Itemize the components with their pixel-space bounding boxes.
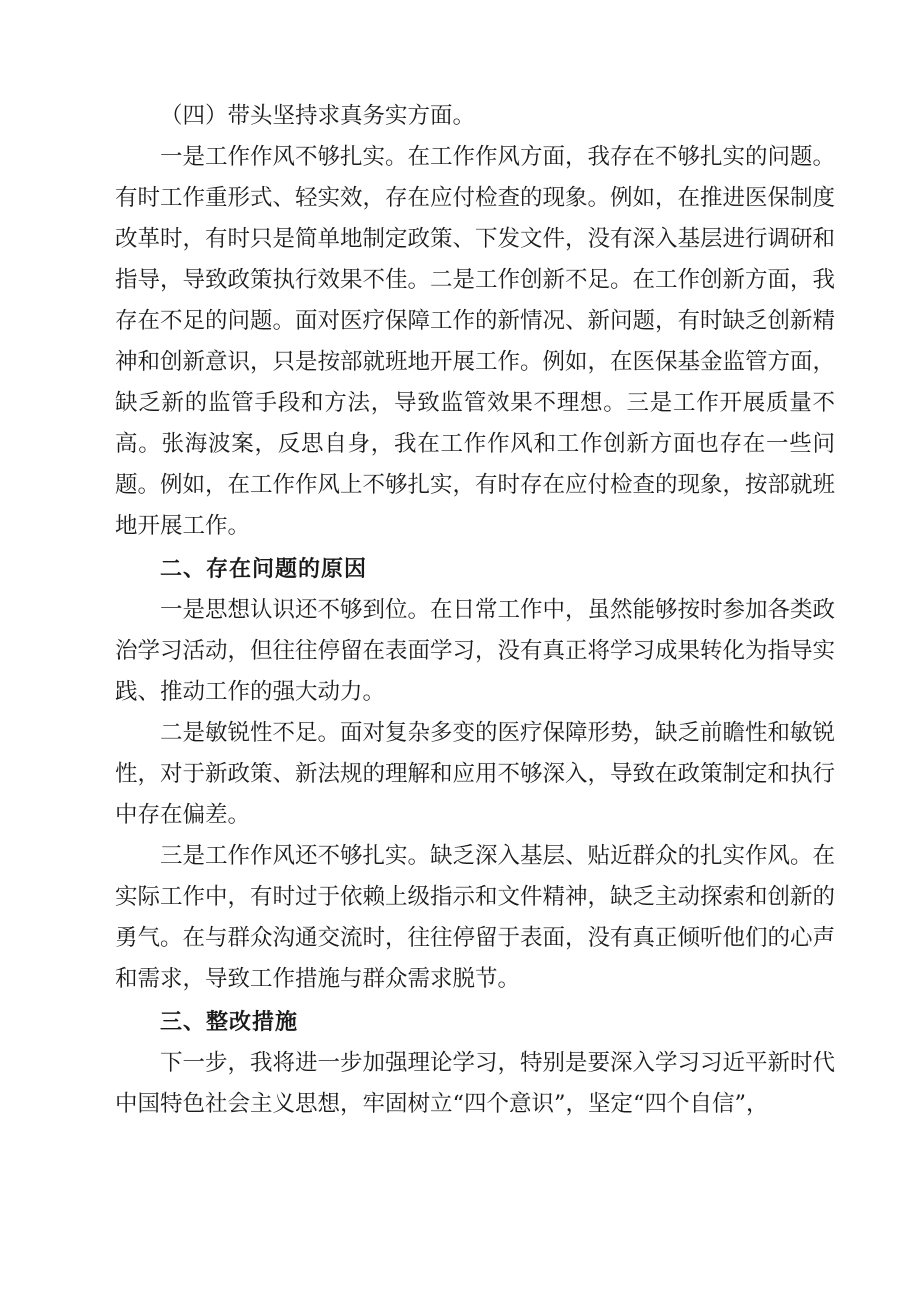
paragraph-reason-three: 三是工作作风还不够扎实。缺乏深入基层、贴近群众的扎实作风。在实际工作中，有时过于依赖上级指示和文件精神，缺乏主动探索和创新的勇气。在与群众沟通交流时，往往停留于表面，没有真正倾听他们的心声和需求，导致工作措施与群众需求脱节。 xyxy=(115,843,836,992)
paragraph-reason-two: 二是敏锐性不足。面对复杂多变的医疗保障形势，缺乏前瞻性和敏锐性，对于新政策、新法规的理解和应用不够深入，导致在政策制定和执行中存在偏差。 xyxy=(115,720,836,828)
section-heading-causes: 二、存在问题的原因 xyxy=(160,557,368,582)
sub-heading-four: （四）带头坚持求真务实方面。 xyxy=(160,103,476,129)
paragraph-work-style: 一是工作作风不够扎实。在工作作风方面，我存在不够扎实的问题。有时工作重形式、轻实效，存在应付检查的现象。例如，在推进医保制度改革时，有时只是简单地制定政策、下发文件，没有深入基层进行调研和指导，导致政策执行效果不佳。二是工作创新不足。在工作创新方面，我存在不足的问题。面对医疗保障工作的新情况、新问题，有时缺乏创新精神和创新意识，只是按部就班地开展工作。例如，在医保基金监管方面，缺乏新的监管手段和方法，导致监管效果不理想。三是工作开展质量不高。张海波案，反思自身，我在工作作风和工作创新方面也存在一些问题。例如，在工作作风上不够扎实，有时存在应付检查的现象，按部就班地开展工作。 xyxy=(115,144,836,539)
section-heading-measures: 三、整改措施 xyxy=(160,1010,299,1035)
paragraph-reason-one: 一是思想认识还不够到位。在日常工作中，虽然能够按时参加各类政治学习活动，但往往停留在表面学习，没有真正将学习成果转化为指导实践、推动工作的强大动力。 xyxy=(115,597,836,705)
paragraph-measure-one: 下一步，我将进一步加强理论学习，特别是要深入学习习近平新时代中国特色社会主义思想，牢固树立“四个意识”，坚定“四个自信”， xyxy=(115,1050,836,1117)
document-body xyxy=(115,96,835,1125)
